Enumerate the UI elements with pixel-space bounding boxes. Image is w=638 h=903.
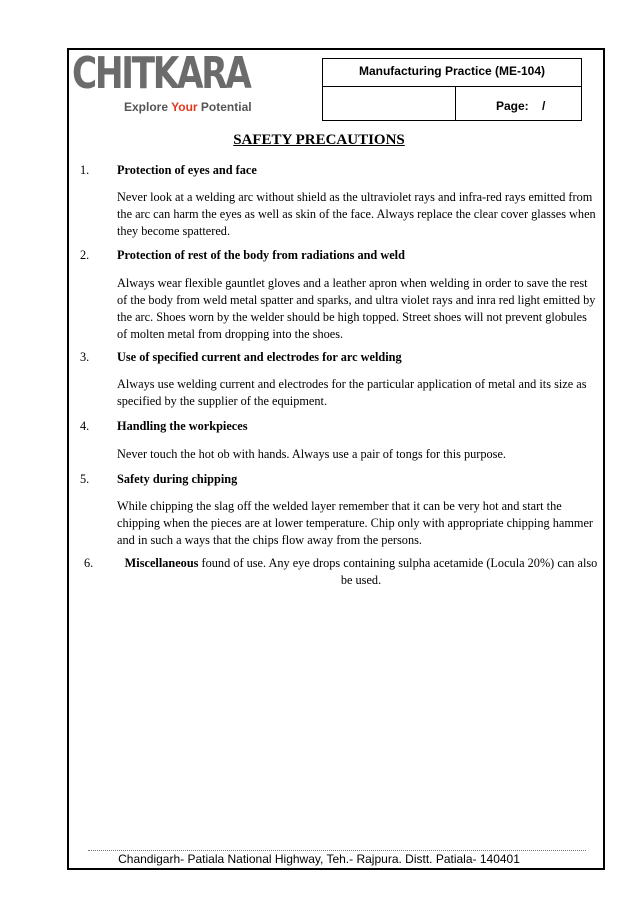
- item-body: Always use welding current and electrodes for the particular application of metal and its size as specified by the supplier of the equipment.: [117, 377, 587, 408]
- header-info-table: [322, 58, 582, 121]
- item-number: 5.: [80, 472, 90, 486]
- item-number: 6.: [84, 556, 94, 570]
- item-heading: Use of specified current and electrodes for arc welding: [117, 350, 402, 364]
- footer-divider: [88, 850, 586, 851]
- item-body: Never touch the hot ob with hands. Always use a pair of tongs for this purpose.: [117, 447, 506, 461]
- logo-tagline: Explore Your Potential: [124, 100, 252, 114]
- header-blank-cell: [323, 87, 456, 120]
- page-value: /: [542, 99, 546, 113]
- page-label: Page:: [496, 99, 529, 113]
- item-heading: Handling the workpieces: [117, 419, 248, 433]
- item-body: While chipping the slag off the welded layer remember that it can be very hot and start the chipping when the pieces are at lower temperature. Chip only with appropriate chipping hammer and in such a ways that the chips flow away from the persons.: [117, 499, 594, 547]
- item-body: Never look at a welding arc without shield as the ultraviolet rays and infra-red rays emitted from the arc can harm the eyes as well as skin of the face. Always replace the clear cover glasses when they become spattered.: [117, 190, 596, 238]
- item-heading: Protection of eyes and face: [117, 163, 257, 177]
- chitkara-logo: CHITKARA: [72, 48, 250, 99]
- item-body: Always wear flexible gauntlet gloves and a leather apron when welding in order to save the rest of the body from weld metal spatter and sparks, and ultra violet rays and inra red light emitted by the arc. Shoes worn by the welder should be high topped. Street shoes will not prevent globules of molten metal from dropping into the shoes.: [117, 276, 596, 341]
- item-number: 1.: [80, 163, 90, 177]
- footer-address: Chandigarh- Patiala National Highway, Teh.- Rajpura. Distt. Patiala- 140401: [118, 852, 520, 866]
- item-heading: Protection of rest of the body from radiations and weld: [117, 248, 405, 262]
- item-heading: Safety during chipping: [117, 472, 238, 486]
- page-title: SAFETY PRECAUTIONS: [233, 132, 405, 148]
- item-heading: Miscellaneous: [124, 556, 199, 570]
- course-title: Manufacturing Practice (ME-104): [323, 59, 581, 87]
- item-body: Miscellaneous found of use. Any eye drops containing sulpha acetamide (Locula 20%) can also be used.: [124, 556, 598, 587]
- item-number: 3.: [80, 350, 90, 364]
- item-number: 4.: [80, 419, 90, 433]
- page-number-cell: [456, 87, 581, 120]
- item-number: 2.: [80, 248, 90, 262]
